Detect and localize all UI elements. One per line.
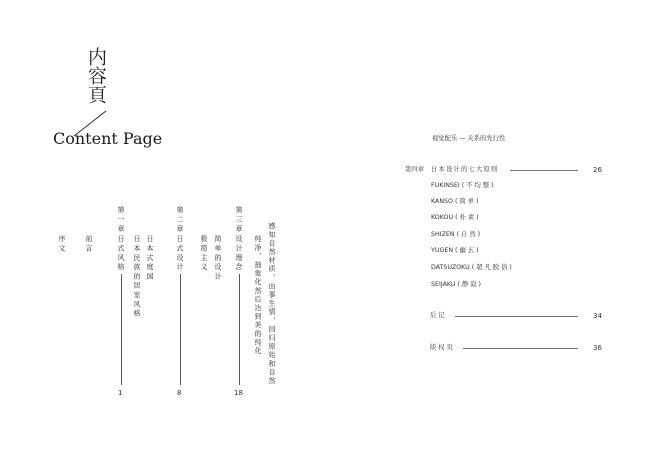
toc-ch4-item-4[interactable]: SHIZEN ( 自 然 ) (431, 231, 481, 238)
toc-ch3-sub-1[interactable]: 纯净、抽象化然后达到美的纯化 (254, 235, 262, 356)
toc-ch4-item-7[interactable]: SEIJAKU ( 静 寂 ) (431, 281, 481, 288)
toc-ch4-page: 26 (593, 166, 602, 174)
toc-ch3-title[interactable]: 设计理念 (235, 235, 243, 273)
toc-ch2-page: 8 (177, 389, 182, 397)
toc-copyright-label[interactable]: 版 权 页 (430, 344, 453, 351)
toc-afterword-label[interactable]: 后 记 (430, 312, 445, 319)
toc-afterword-page: 34 (593, 312, 602, 320)
toc-ch4-item-5[interactable]: YUGEN ( 幽 玄 ) (431, 247, 479, 254)
toc-ch4-item-1[interactable]: FUKINSEI ( 不 均 整 ) (431, 182, 494, 189)
toc-ch3-page: 18 (234, 389, 243, 397)
page-title-cjk: 内容頁 (85, 47, 107, 104)
toc-ch2-sub-1[interactable]: 极简主义 (200, 235, 208, 273)
toc-ch4-title[interactable]: 日本设计的七大原则 (431, 166, 499, 173)
toc-afterword-leader (455, 316, 578, 317)
toc-ch2-title[interactable]: 日式设计 (176, 235, 184, 273)
toc-ch4-item-6[interactable]: DATSUZOKU ( 超 凡 脱 俗 ) (431, 264, 512, 271)
toc-ch4-label: 第四章 (405, 166, 424, 173)
toc-ch4-item-2[interactable]: KANSO ( 简 单 ) (431, 198, 479, 205)
toc-ch2-label: 第二章 (176, 206, 184, 234)
toc-preface[interactable]: 序文 (58, 235, 66, 254)
toc-ch2-leader (180, 274, 181, 385)
toc-right-header: 视觉配乐 — 关系的先行性 (432, 135, 506, 142)
toc-foreword[interactable]: 前言 (85, 235, 93, 254)
toc-ch3-leader (239, 274, 240, 385)
toc-ch1-sub-1[interactable]: 日本式庭园 (146, 235, 154, 282)
page-title-en: Content Page (53, 129, 163, 148)
toc-ch2-sub-2[interactable]: 简单的设计 (214, 235, 222, 282)
toc-ch1-title[interactable]: 日式风格 (117, 235, 125, 273)
toc-ch4-leader (510, 170, 578, 171)
toc-ch4-item-3[interactable]: KOKOU ( 朴 素 ) (431, 214, 479, 221)
toc-ch1-page: 1 (118, 389, 123, 397)
toc-ch1-sub-2[interactable]: 日本民族的居室风格 (133, 235, 141, 319)
toc-ch3-label: 第三章 (235, 206, 243, 234)
toc-copyright-leader (463, 348, 578, 349)
toc-copyright-page: 36 (593, 344, 602, 352)
toc-ch1-label: 第一章 (117, 206, 125, 234)
toc-ch3-sub-2[interactable]: 感知自然材质，由事生情，回归原始和自然 (268, 222, 276, 386)
toc-ch1-leader (121, 274, 122, 385)
